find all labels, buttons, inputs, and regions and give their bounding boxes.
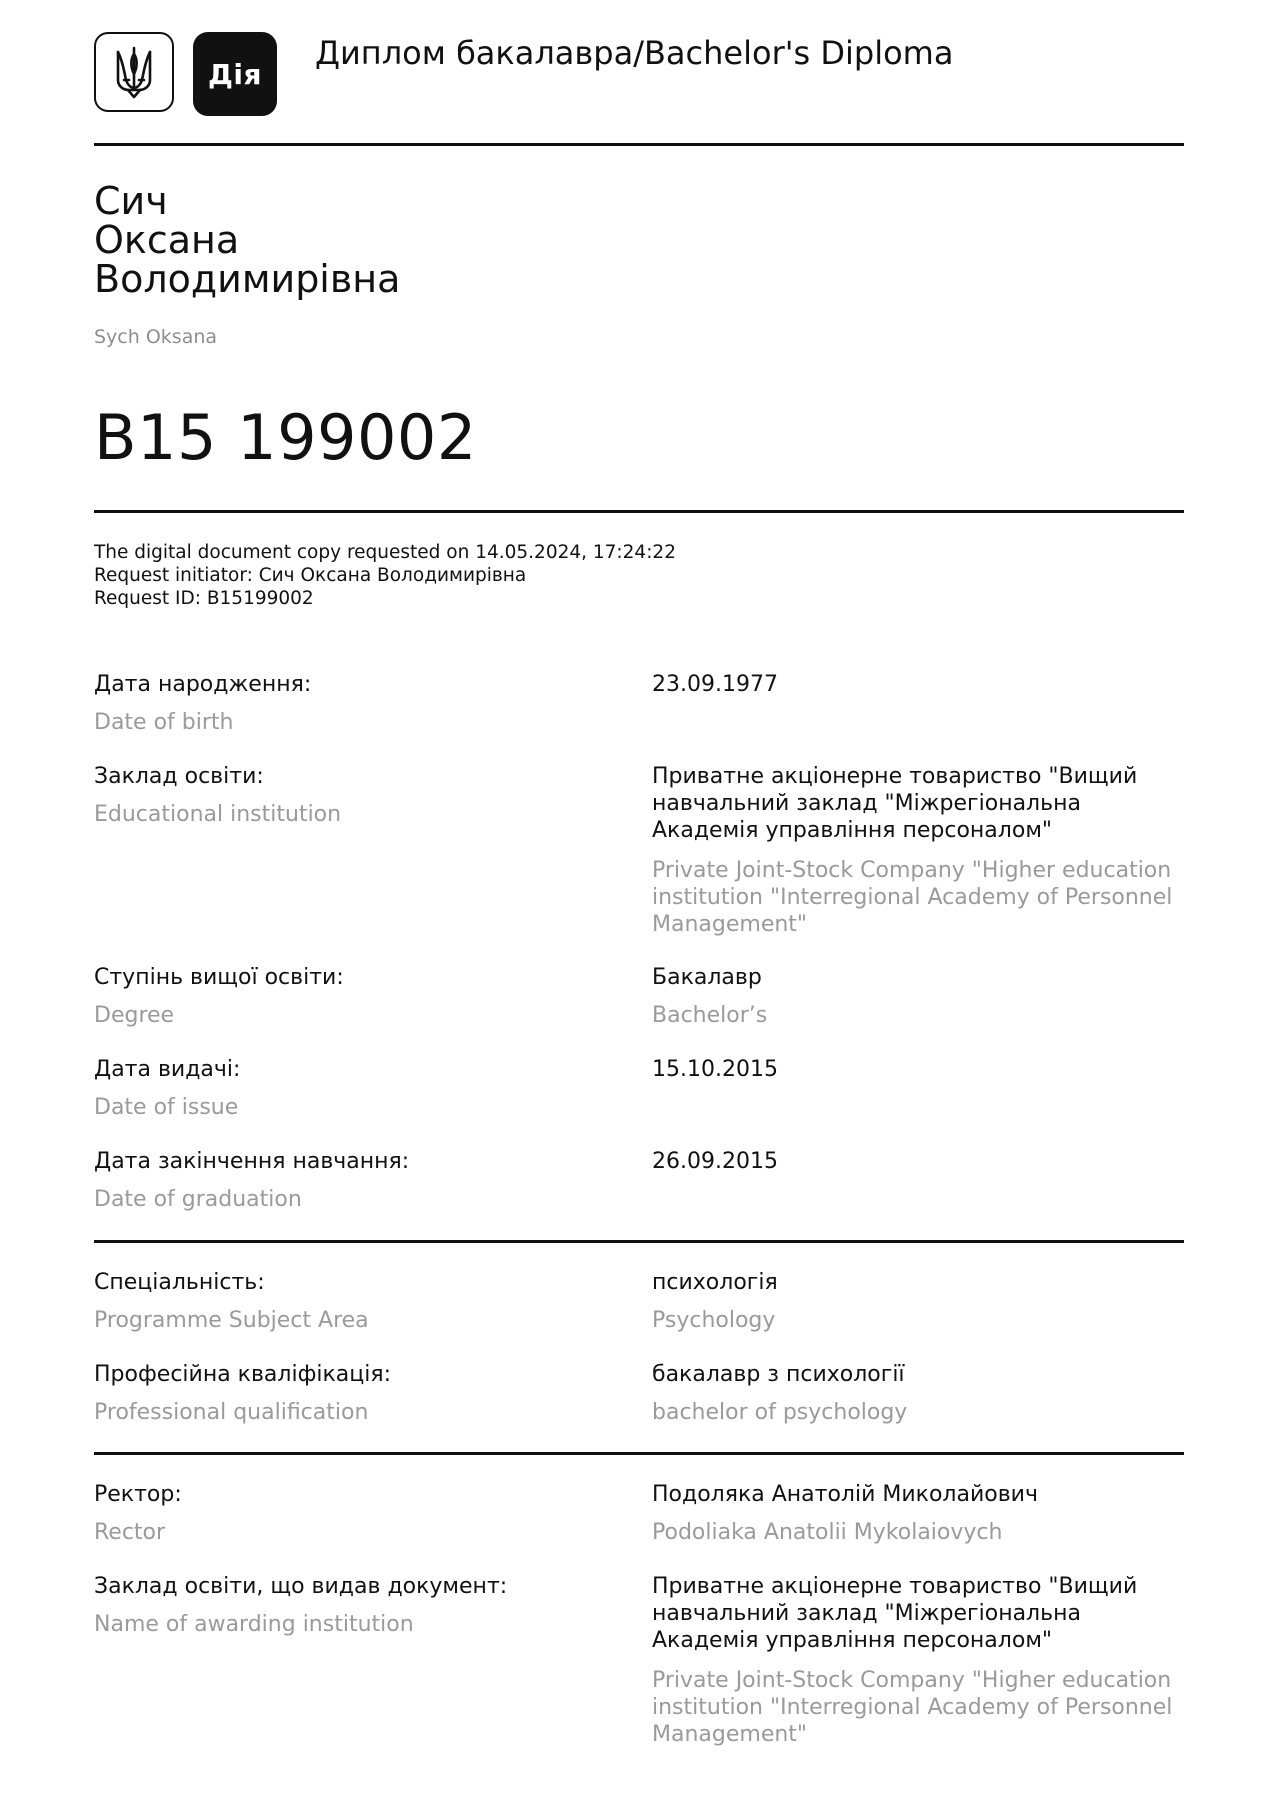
field-label-en: Educational institution — [94, 802, 342, 827]
diia-logo-text: Дія — [207, 57, 262, 91]
request-id-text: Request ID: В15199002 — [94, 588, 314, 609]
divider — [94, 1240, 1184, 1243]
copy-requested-text: The digital document copy requested on 14.05.2024, 17:24:22 — [94, 542, 676, 563]
field-value-ua: психологія — [652, 1270, 778, 1295]
field-label-ua: Заклад освіти: — [94, 764, 264, 789]
document-header — [94, 32, 1184, 118]
holder-name — [94, 179, 401, 301]
holder-patronymic: Володимирівна — [94, 257, 401, 301]
field-label-ua: Дата видачі: — [94, 1057, 241, 1082]
field-label-en: Professional qualification — [94, 1400, 369, 1425]
field-value-ua: Бакалавр — [652, 965, 762, 990]
field-value-en: bachelor of psychology — [652, 1400, 908, 1425]
field-label-ua: Дата народження: — [94, 672, 312, 697]
document-number: В15 199002 — [94, 401, 477, 474]
field-value: 26.09.2015 — [652, 1149, 778, 1174]
holder-given-name: Оксана — [94, 218, 240, 262]
field-value-en: Private Joint-Stock Company "Higher education institution "Interregional Academy of Personnel Management" — [652, 858, 1173, 937]
field-value-ua: бакалавр з психології — [652, 1362, 905, 1387]
divider — [94, 143, 1184, 146]
field-label-en: Degree — [94, 1003, 175, 1028]
field-value: 23.09.1977 — [652, 672, 778, 697]
field-label-en: Date of graduation — [94, 1187, 302, 1212]
field-label-ua: Дата закінчення навчання: — [94, 1149, 410, 1174]
field-label-ua: Спеціальність: — [94, 1270, 265, 1295]
holder-latin-name: Sych Oksana — [94, 326, 218, 348]
request-initiator-text: Request initiator: Сич Оксана Володимирівна — [94, 565, 527, 586]
divider — [94, 510, 1184, 513]
field-label-ua: Професійна кваліфікація: — [94, 1362, 392, 1387]
tryzub-icon — [94, 32, 174, 112]
diia-logo — [193, 32, 277, 116]
field-value-en: Bachelor’s — [652, 1003, 768, 1028]
document-title: Диплом бакалавра/Bachelor's Diploma — [315, 34, 954, 72]
holder-surname: Сич — [94, 179, 168, 223]
request-info — [94, 541, 676, 610]
field-label-en: Name of awarding institution — [94, 1612, 414, 1637]
field-label-ua: Заклад освіти, що видав документ: — [94, 1574, 508, 1599]
field-label-en: Programme Subject Area — [94, 1308, 369, 1333]
field-label-ua: Ректор: — [94, 1482, 182, 1507]
field-value: 15.10.2015 — [652, 1057, 778, 1082]
field-value-en: Private Joint-Stock Company "Higher education institution "Interregional Academy of Personnel Management" — [652, 1668, 1173, 1747]
field-label-en: Date of issue — [94, 1095, 239, 1120]
field-label-en: Rector — [94, 1520, 166, 1545]
field-label-en: Date of birth — [94, 710, 234, 735]
divider — [94, 1452, 1184, 1455]
field-value-en: Podoliaka Anatolii Mykolaiovych — [652, 1520, 1003, 1545]
field-value-ua: Приватне акціонерне товариство "Вищий навчальний заклад "Міжрегіональна Академія управління персоналом" — [652, 764, 1138, 843]
field-value-ua: Подоляка Анатолій Миколайович — [652, 1482, 1038, 1507]
field-value-ua: Приватне акціонерне товариство "Вищий навчальний заклад "Міжрегіональна Академія управління персоналом" — [652, 1574, 1138, 1653]
field-value-en: Psychology — [652, 1308, 776, 1333]
field-label-ua: Ступінь вищої освіти: — [94, 965, 344, 990]
